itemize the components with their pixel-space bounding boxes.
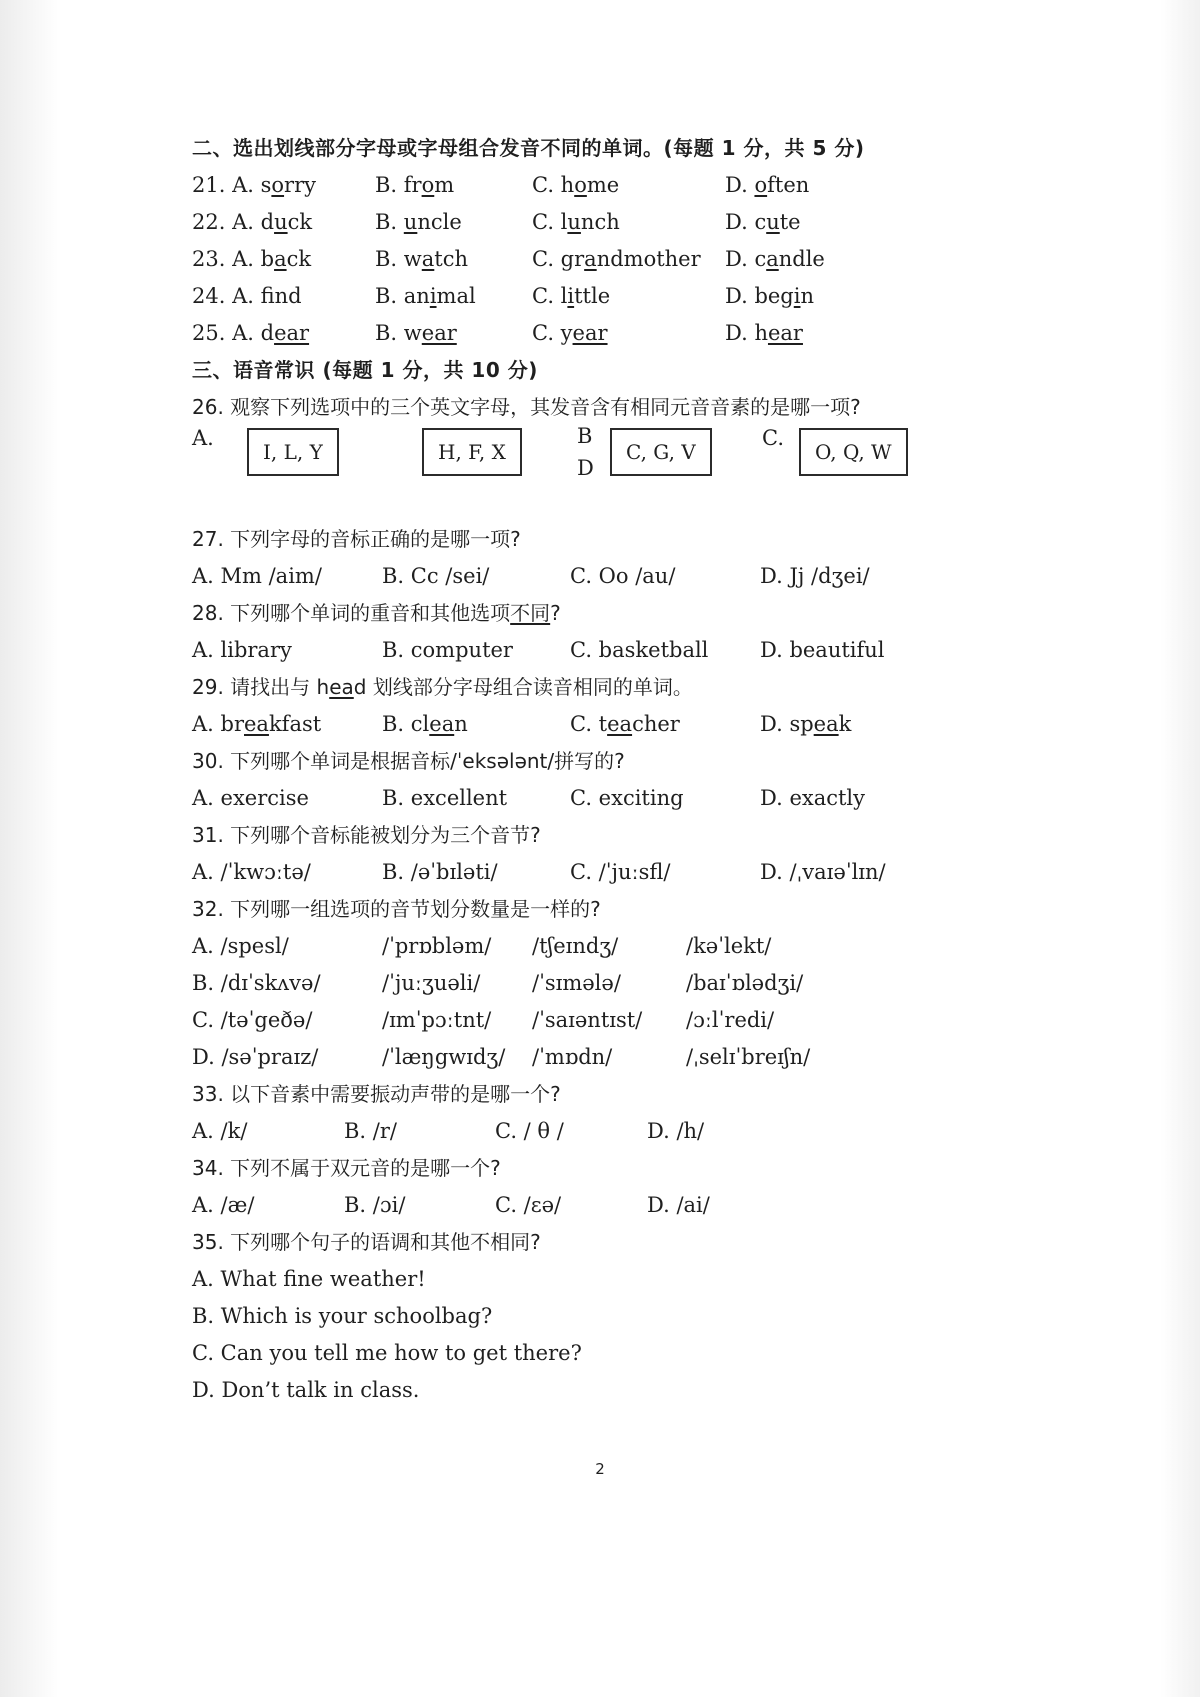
word-part: tch <box>434 247 469 271</box>
phonetic-transcription: /ɔːlˈredi/ <box>686 1008 775 1032</box>
q31-stem: 31. 下列哪个音标能被划分为三个音节? <box>192 823 541 847</box>
section2-questions <box>192 167 992 352</box>
option-b <box>375 204 462 241</box>
q29-stem-post: d 划线部分字母组合读音相同的单词。 <box>353 675 693 699</box>
word-part: n <box>800 284 815 308</box>
phonetic-transcription: B. /dɪˈskʌvə/ <box>192 971 321 995</box>
option-d <box>725 315 803 352</box>
phonetic-transcription: D. /səˈpraɪz/ <box>192 1045 319 1069</box>
underlined-letters: a <box>584 247 597 271</box>
q31-option-c: C. /ˈjuːsfl/ <box>570 860 671 884</box>
q29-option-d <box>760 706 851 743</box>
word-part: C. l <box>532 284 568 308</box>
q27-stem: 27. 下列字母的音标正确的是哪一项? <box>192 527 521 551</box>
q29-stem-pre: 29. 请找出与 h <box>192 675 330 699</box>
q29-a-post: kfast <box>268 712 322 736</box>
underlined-letters: o <box>271 173 285 197</box>
option-a <box>192 241 311 278</box>
option-d <box>725 204 801 241</box>
option-b <box>375 278 476 315</box>
option-a <box>192 278 302 315</box>
phonetic-transcription: C. /təˈgeðə/ <box>192 1008 313 1032</box>
q28-option-d: D. beautiful <box>760 638 885 662</box>
word-part: b <box>260 247 275 271</box>
option-c <box>532 167 619 204</box>
page-number: 2 <box>595 1460 605 1478</box>
word-part: B. an <box>375 284 430 308</box>
q29-a-u: ea <box>244 712 269 736</box>
question-number: 22. A. <box>192 210 254 234</box>
word-part: C. y <box>532 321 573 345</box>
underlined-letters: u <box>567 210 581 234</box>
word-part: ck <box>287 210 313 234</box>
word-part: B. w <box>375 247 422 271</box>
word-part: B. fr <box>375 173 422 197</box>
word-part: ndmother <box>596 247 701 271</box>
option-d <box>725 278 814 315</box>
q29-c-post: cher <box>632 712 680 736</box>
word-part: B. w <box>375 321 422 345</box>
q28-stem <box>192 595 992 632</box>
q26-label-b: B <box>577 424 593 448</box>
underlined-letters: o <box>754 173 768 197</box>
section3-title: 三、语音常识 (每题 1 分，共 10 分) <box>192 358 538 382</box>
q29-b-post: n <box>454 712 468 736</box>
question-number: 21. A. <box>192 173 254 197</box>
option-b <box>375 167 454 204</box>
q26-box-c: C, G, V <box>610 428 712 476</box>
q33-option-a: A. /k/ <box>192 1119 248 1143</box>
word-part: ndle <box>778 247 825 271</box>
underlined-letters: u <box>274 210 288 234</box>
scan-shadow-right <box>1160 0 1200 1697</box>
section2-row <box>192 204 992 241</box>
option-d <box>725 241 825 278</box>
underlined-letters: a <box>421 247 435 271</box>
word-part: D. h <box>725 321 768 345</box>
section2-title: 二、选出划线部分字母或字母组合发音不同的单词。(每题 1 分，共 5 分) <box>192 136 865 160</box>
word-part: nch <box>580 210 620 234</box>
q29-d-u: ea <box>813 712 839 736</box>
phonetic-transcription: /ˈsaɪəntɪst/ <box>532 1008 643 1032</box>
option-c <box>532 315 608 352</box>
q32-row <box>192 965 992 1002</box>
q31-option-b: B. /əˈbɪləti/ <box>382 860 498 884</box>
q26-box-d: O, Q, W <box>799 428 908 476</box>
word-part: rry <box>284 173 316 197</box>
q33-options <box>192 1113 992 1150</box>
q34-option-a: A. /æ/ <box>192 1193 255 1217</box>
word-part: C. l <box>532 210 568 234</box>
underlined-letters: i <box>793 284 801 308</box>
word-part: s <box>260 173 272 197</box>
q27-options <box>192 558 992 595</box>
q26-label-d: D <box>577 456 594 480</box>
q28-options <box>192 632 992 669</box>
q33-option-b: B. /r/ <box>344 1119 397 1143</box>
word-part: te <box>779 210 801 234</box>
section2-row <box>192 315 992 352</box>
q34-options <box>192 1187 992 1224</box>
q29-d-pre: D. sp <box>760 712 814 736</box>
underlined-letters: ear <box>572 321 608 345</box>
q29-c-pre: C. t <box>570 712 608 736</box>
q32-row <box>192 928 992 965</box>
section2-row <box>192 241 992 278</box>
q29-a-pre: A. br <box>192 712 244 736</box>
word-part: D. c <box>725 247 767 271</box>
q34-option-c: C. /ɛə/ <box>495 1193 562 1217</box>
question-number: 23. A. <box>192 247 254 271</box>
q28-stem-pre: 28. 下列哪个单词的重音和其他选项 <box>192 601 511 625</box>
q31-option-d: D. /ˌvaɪəˈlɪn/ <box>760 860 886 884</box>
q29-b-u: ea <box>429 712 455 736</box>
q34-option-d: D. /ai/ <box>647 1193 710 1217</box>
q26-label-a: A. <box>192 426 214 450</box>
q28-option-a: A. library <box>192 638 292 662</box>
word-part: B. <box>375 210 404 234</box>
option-b <box>375 315 457 352</box>
q29-d-post: k <box>838 712 852 736</box>
section2-row <box>192 167 992 204</box>
question-number: 24. A. <box>192 284 254 308</box>
phonetic-transcription: /tʃeɪndʒ/ <box>532 934 619 958</box>
q32-options <box>192 928 992 1076</box>
q27-option-c: C. Oo /au/ <box>570 564 676 588</box>
option-d <box>725 167 809 204</box>
word-part: d <box>260 321 275 345</box>
phonetic-transcription: /ˈjuːʒuəli/ <box>382 971 481 995</box>
q29-b-pre: B. cl <box>382 712 430 736</box>
underlined-letters: i <box>429 284 437 308</box>
phonetic-transcription: /kəˈlekt/ <box>686 934 772 958</box>
q29-stem-underlined: ea <box>329 675 354 699</box>
q29-stem <box>192 669 992 706</box>
q33-option-d: D. /h/ <box>647 1119 705 1143</box>
q34-stem: 34. 下列不属于双元音的是哪一个? <box>192 1156 501 1180</box>
q31-options <box>192 854 992 891</box>
word-part: ttle <box>574 284 611 308</box>
option-a <box>192 167 316 204</box>
q27-option-d: D. Jj /dʒei/ <box>760 564 870 588</box>
underlined-letters: ear <box>421 321 457 345</box>
q31-option-a: A. /ˈkwɔːtə/ <box>192 860 311 884</box>
underlined-letters: ear <box>274 321 310 345</box>
q28-option-c: C. basketball <box>570 638 709 662</box>
word-part: D. <box>725 173 755 197</box>
q35-option-b: B. Which is your schoolbag? <box>192 1304 493 1328</box>
underlined-letters: o <box>421 173 435 197</box>
phonetic-transcription: /ˌselɪˈbreɪʃn/ <box>686 1045 811 1069</box>
word-part: ften <box>767 173 810 197</box>
phonetic-transcription: /ˈprɒbləm/ <box>382 934 492 958</box>
underlined-letters: u <box>403 210 418 234</box>
q30-options <box>192 780 992 817</box>
scan-shadow-left <box>0 0 58 1697</box>
q29-c-u: ea <box>607 712 633 736</box>
q28-stem-underlined: 不同 <box>510 601 551 625</box>
q29-option-c <box>570 706 680 743</box>
q30-option-b: B. excellent <box>382 786 508 810</box>
q33-option-c: C. / θ / <box>495 1119 564 1143</box>
word-part: me <box>586 173 620 197</box>
q30-option-c: C. exciting <box>570 786 684 810</box>
q28-stem-post: ? <box>550 601 561 625</box>
q26-options <box>192 426 992 521</box>
q33-stem: 33. 以下音素中需要振动声带的是哪一个? <box>192 1082 561 1106</box>
word-part: mal <box>436 284 476 308</box>
word-part: D. c <box>725 210 767 234</box>
q27-option-a: A. Mm /aim/ <box>192 564 322 588</box>
phonetic-transcription: /ˈmɒdn/ <box>532 1045 613 1069</box>
q29-option-b <box>382 706 468 743</box>
q28-option-b: B. computer <box>382 638 513 662</box>
q32-stem: 32. 下列哪一组选项的音节划分数量是一样的? <box>192 897 601 921</box>
phonetic-transcription: /ɪmˈpɔːtnt/ <box>382 1008 492 1032</box>
option-c <box>532 204 620 241</box>
phonetic-transcription: /ˈsɪmələ/ <box>532 971 621 995</box>
phonetic-transcription: /baɪˈɒlədʒi/ <box>686 971 804 995</box>
option-c <box>532 278 610 315</box>
word-part: m <box>434 173 455 197</box>
underlined-letters: ear <box>767 321 803 345</box>
option-b <box>375 241 468 278</box>
word-part: ncle <box>417 210 462 234</box>
q26-label-c: C. <box>762 426 784 450</box>
q32-row <box>192 1002 992 1039</box>
question-number: 25. A. <box>192 321 254 345</box>
q27-option-b: B. Cc /sei/ <box>382 564 490 588</box>
q35-option-c: C. Can you tell me how to get there? <box>192 1341 582 1365</box>
q29-options <box>192 706 992 743</box>
underlined-letters: a <box>766 247 779 271</box>
word-part: D. beg <box>725 284 794 308</box>
q26-box-a: I, L, Y <box>247 428 339 476</box>
q26-stem: 26. 观察下列选项中的三个英文字母，其发音含有相同元音音素的是哪一项? <box>192 395 861 419</box>
underlined-letters: i <box>567 284 575 308</box>
underlined-letters: o <box>574 173 587 197</box>
option-a <box>192 315 309 352</box>
q34-option-b: B. /ɔi/ <box>344 1193 406 1217</box>
underlined-letters: u <box>766 210 780 234</box>
q26-box-b: H, F, X <box>422 428 522 476</box>
option-c <box>532 241 701 278</box>
section2-row <box>192 278 992 315</box>
exam-content <box>192 130 992 1409</box>
q32-row <box>192 1039 992 1076</box>
word-part: d <box>260 210 275 234</box>
underlined-letters: a <box>274 247 287 271</box>
q30-option-d: D. exactly <box>760 786 866 810</box>
q35-stem: 35. 下列哪个句子的语调和其他不相同? <box>192 1230 541 1254</box>
word-part: f <box>260 284 275 308</box>
q29-option-a <box>192 706 321 743</box>
word-part: nd <box>274 284 302 308</box>
q30-option-a: A. exercise <box>192 786 309 810</box>
word-part: C. gr <box>532 247 585 271</box>
phonetic-transcription: /ˈlæŋgwɪdʒ/ <box>382 1045 506 1069</box>
phonetic-transcription: A. /spesl/ <box>192 934 289 958</box>
q35-option-d: D. Don’t talk in class. <box>192 1378 420 1402</box>
option-a <box>192 204 312 241</box>
word-part: C. h <box>532 173 575 197</box>
q35-option-a: A. What fine weather! <box>192 1267 426 1291</box>
q30-stem: 30. 下列哪个单词是根据音标/ˈeksələnt/拼写的? <box>192 749 625 773</box>
word-part: ck <box>286 247 312 271</box>
